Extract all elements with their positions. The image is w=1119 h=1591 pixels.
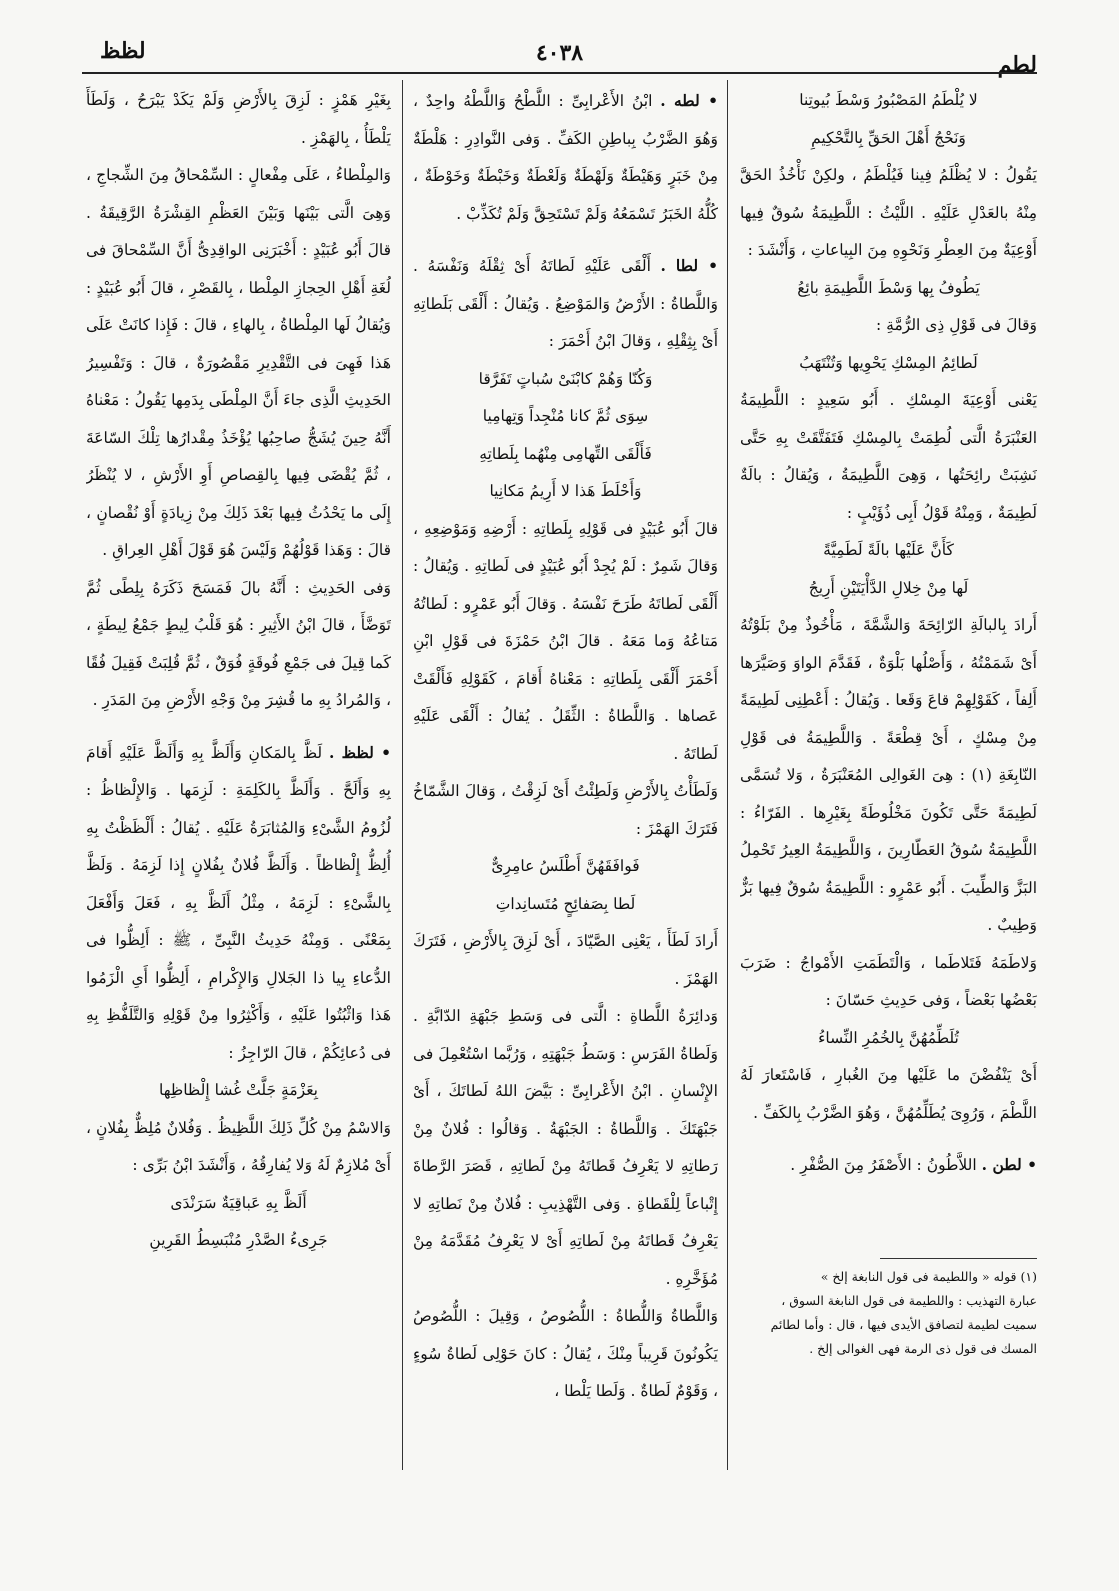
verse-line: وَكُنّا وَهُمْ كابْنَىْ سُباتٍ تَفَرَّقا — [478, 369, 653, 388]
verse-line: وَنَحْجُ أَهْلَ الحَقِّ بِالتَّحْكِيمِ — [811, 128, 966, 147]
entry-text: أَلْقَى عَلَيْهِ لَطاتَهُ أَىْ ثِقْلَهُ وَنَفْسَهُ . وَاللَّطاةُ : الأَرْضُ وَالمَوْضِعُ . وَيُقالُ : أَلْقَى بَلَطاتِهِ أَىْ بِثِقْلِهِ ، وَقالَ ابْنُ أَحْمَرَ : — [413, 257, 718, 350]
footnote-line: المسك فى قول ذى الرمة فهى الغوالى إلخ . — [809, 1341, 1037, 1356]
entry-lata — [413, 247, 718, 361]
verse-line: فَوافَقَهُنَّ أَطْلَسُ عامِرِىٌّ — [491, 857, 640, 875]
verse-line: لَطائِمُ المِسْكِ يَحْوِيها وَتُنْتَهَبُ — [799, 353, 978, 372]
verse-line: جَرِىءُ الصَّدْرِ مُنْبَسِطُ القَرِينِ — [149, 1231, 328, 1249]
header-keyword-right: لطم — [997, 52, 1037, 78]
paragraph: وَالمِلْطاءُ ، عَلَى مِفْعالٍ : السِّمْحاقُ مِنَ الشِّجاجِ ، وَهِىَ الَّتى بَيْنَها وَبَيْنَ العَظْمِ القِشْرَةُ الرَّقِيقَةُ . قالَ أَبُو عُبَيْدٍ : أَخْبَرَنِى الواقِدِىُّ أَنَّ السِّمْحاقَ فى لُغَةِ أَهْلِ الحِجازِ المِلْطا ، بِالقَصْرِ ، قالَ أَبُو عُبَيْدٍ : وَيُقالُ لَها المِلْطاةُ ، بِالهاءِ ، قالَ : فَإِذا كانَتْ عَلَى هَذا فَهِىَ فى التَّقْدِيرِ مَقْصُورَةٌ ، قالَ : وَتَفْسِيرُ الحَدِيثِ الَّذِى جاءَ أَنَّ المِلْطَى بِدَمِها يَقُولُ : مَعْناهُ أَنَّهُ حِينَ يُشَجُّ صاحِبُها يُؤْخَذُ مِقْدارُها تِلْكَ السّاعَةَ ، ثُمَّ يُقْضَى فِيها بِالقِصاصِ أَوِ الأَرْشِ ، لا يُنْظَرُ إِلَى ما يَحْدُثُ فِيها بَعْدَ ذَلِكَ مِنْ زِيادَةٍ أَوْ نُقْصانٍ ، قالَ : وَهَذا قَوْلُهُمْ وَلَيْسَ هُوَ قَوْلَ أَهْلِ العِراقِ . — [86, 166, 391, 559]
verse-line: لَطا بِصَفائِحٍ مُتَسانِداتِ — [495, 894, 636, 913]
paragraph: وَقالَ فى قَوْلِ ذِى الرُّمَّةِ : — [876, 316, 1037, 334]
column-left — [86, 82, 391, 1472]
verse-line: لا يُلْطَمُ المَصْبُورُ وَسْطَ بُيوتِنا — [799, 91, 978, 109]
paragraph: بِغَيْرِ هَمْزٍ : لَزِقَ بِالأَرْضِ وَلَمْ يَكَدْ يَبْرَحُ ، وَلَطَأَ يَلْطَأُ ، بِالهَمْزِ . — [86, 91, 391, 147]
paragraph: وَفى الحَدِيثِ : أَنَّهُ بالَ فَمَسَحَ ذَكَرَهُ بِلِطًى ثُمَّ تَوَضَّأَ ، قالَ ابْنُ الأَثِيرِ : هُوَ قَلْبُ لِيطٍ جَمْعُ لِيطَةٍ ، كَما قِيلَ فى جَمْعِ فُوقَةٍ فُوَقٌ ، ثُمَّ قُلِبَتْ فَقِيلَ فُقًا ، وَالمُرادُ بِهِ ما قُشِرَ مِنْ وَجْهِ الأَرْضِ مِنَ المَدَرِ . — [86, 578, 391, 709]
verse-line: كَأَنَّ عَلَيْها بالَةً لَطَمِيَّةً — [823, 541, 954, 559]
paragraph: أَىْ يَنْفُضْنَ ما عَلَيْها مِنَ الغُبارِ ، فَاسْتَعارَ لَهُ اللَّطْمَ ، وَرُوِىَ يُطَلِّمُهُنَّ ، وَهُوَ الضَّرْبُ بِالكَفِّ . — [740, 1066, 1037, 1122]
entry-text: اللاَّطُونُ : الأَصْفَرُ مِنَ الصُّفْرِ . — [790, 1156, 977, 1174]
page-number: ٤٠٣٨ — [535, 40, 584, 66]
paragraph: أَرادَ لَطَأَ ، يَعْنِى الصَّيّادَ ، أَىْ لَزِقَ بِالأَرْضِ ، فَتَرَكَ الهَمْزَ . — [413, 932, 718, 988]
footnote-line: عبارة التهذيب : واللطيمة فى قول النابغة السوق ، — [781, 1293, 1037, 1308]
paragraph: وَلَطَأْتُ بِالأَرْضِ وَلَطِئْتُ أَىْ لَزِقْتُ ، وَقالَ الشَّمّاخُ فَتَرَكَ الهَمْزَ : — [413, 782, 718, 838]
verse-line: فَأَلْقَى التِّهامِى مِنْهُما بِلَطاتِهِ — [479, 444, 652, 463]
entry-latah — [413, 82, 718, 233]
verse-line: أَلَظَّ بِهِ عَباقِيَةٌ سَرَنْدَى — [170, 1193, 307, 1212]
entry-headword: • لطه . — [660, 91, 718, 110]
entry-text: لَظَّ بِالمَكانِ وَأَلَظَّ بِهِ وَأَلَظَّ عَلَيْهِ أَقامَ بِهِ وَأَلَحَّ . وَأَلَظَّ بِالكَلِمَةِ : لَزِمَها . وَالإِلْظاظُ : لُزُومُ الشَّىْءِ وَالمُثابَرَةُ عَلَيْهِ . يُقالُ : أَلْظَظْتُ بِهِ أُلِظُّ إِلْظاظاً . وَأَلَظَّ فُلانٌ بِفُلانٍ إِذا لَزِمَهُ . وَلَظَّ بِالشَّىْءِ : لَزِمَهُ ، مِثْلُ أَلَظَّ بِهِ ، فَعَلَ وَأَفْعَلَ بِمَعْنًى . وَمِنْهُ حَدِيثُ النَّبِىِّ ، ﷺ : أَلِظُّوا فى الدُّعاءِ بِيا ذا الجَلالِ وَالإِكْرامِ ، أَلِظُّوا أَىِ الْزَمُوا هَذا وَاثْبُتُوا عَلَيْهِ ، وَأَكْثِرُوا مِنْ قَوْلِهِ وَالتَّلَفُّظِ بِهِ فى دُعائِكُمْ ، قالَ الرّاجِزُ : — [86, 743, 391, 1062]
paragraph: وَدائِرَةُ اللَّطاةِ : الَّتى فى وَسَطِ جَبْهَةِ الدّابَّةِ . وَلَطاةُ الفَرَسِ : وَسَطُ جَبْهَتِهِ ، وَرُبَّما اسْتُعْمِلَ فى الإِنْسانِ . ابْنُ الأَعْرابِىِّ : بَيَّضَ اللهُ لَطاتَكَ ، أَىْ جَبْهَتَكَ . وَاللَّطاةُ : الجَبْهَةُ . وَقالُوا : فُلانٌ مِنْ رَطاتِهِ لا يَعْرِفُ قَطاتَهُ مِنْ لَطاتِهِ ، قَصَرَ الرَّطاةَ إِتْباعاً لِلْقَطاةِ . وَفى التَّهْذِيبِ : فُلانٌ مِنْ نَطاتِهِ لا يَعْرِفُ قَطاتَهُ مِنْ لَطاتِهِ أَىْ لا يَعْرِفُ مُقَدَّمَهُ مِنْ مُؤَخَّرِهِ . — [413, 1007, 718, 1288]
entry-headword: • لظظ . — [328, 742, 391, 762]
verse-line: يَطُوفُ بِها وَسْطَ اللَّطِيمَةِ بائِعُ — [797, 278, 980, 297]
paragraph: أَرادَ بِالبالَةِ الرّائِحَةَ وَالشَّمَّةَ ، مَأْخُوذٌ مِنْ بَلَوْتُهُ أَىْ شَمَمْتُهُ ، وَأَصْلُها بَلْوَةٌ ، فَقَدَّمَ الواوَ وَصَيَّرَها أَلِفاً ، كَقَوْلِهِمْ قاعَ وَقَعا . وَيُقالُ : أَعْطِنِى لَطِيمَةً مِنْ مِسْكٍ ، أَىْ قِطْعَةً . وَاللَّطِيمَةُ فى قَوْلِ النّابِغَةِ (١) : هِىَ الغَوالِى المُعَنْبَرَةُ ، وَلا تُسَمَّى لَطِيمَةً حَتَّى تَكُونَ مَخْلُوطَةً بِغَيْرِها . الفَرّاءُ : اللَّطِيمَةُ سُوقُ العَطّارِينَ ، وَاللَّطِيمَةُ العِيرُ تَحْمِلُ البَزَّ وَالطِّيبَ . أَبُو عَمْرٍو : اللَّطِيمَةُ سُوقٌ فِيها بَزٌّ وَطِيبٌ . — [740, 616, 1037, 934]
verse-line: سِوَى ثُمَّ كانا مُنْجِداً وَتِهامِيا — [482, 407, 649, 425]
entry-headword: • لطا . — [660, 256, 718, 275]
paragraph: وَالاسْمُ مِنْ كُلِّ ذَلِكَ اللَّظِيظُ . وَفُلانٌ مُلِظٌّ بِفُلانٍ ، أَىْ مُلازِمٌ لَهُ وَلا يُفارِقُهُ ، وَأَنْشَدَ ابْنُ بَرِّى : — [86, 1118, 391, 1174]
entry-headword: • لطن . — [981, 1155, 1037, 1174]
entry-text: ابْنُ الأَعْرابِىِّ : اللَّطْحُ وَاللَّطْهُ واحِدٌ ، وَهُوَ الضَّرْبُ بِباطِنِ الكَفِّ . وَفى النَّوادِرِ : هَلْطَةٌ مِنْ خَبَرٍ وَهَيْطَةٌ وَلَهْطَةٌ وَلَعْطَةٌ وَخَبْطَةٌ وَخَوْطَةٌ ، كُلُّهُ الخَبَرُ تَسْمَعُهُ وَلَمْ تَسْتَحِقَّ وَلَمْ تُكَذِّبْ . — [413, 92, 718, 223]
paragraph: وَلاطَمَهُ فَتَلاطَما ، وَالْتَطَمَتِ الأَمْواجُ : ضَرَبَ بَعْضُها بَعْضاً ، وَفى حَدِيثِ حَسّانَ : — [740, 953, 1037, 1009]
verse-line: بِعَزْمَةٍ جَلَّتْ غُشا إِلْظاظِها — [159, 1081, 318, 1099]
column-divider-right — [727, 80, 728, 1470]
verse-line: وَأَحْلَطَ هَذا لا أَرِيمُ مَكانِيا — [489, 482, 642, 500]
entry-lazaz — [86, 734, 391, 1073]
entry-lattn — [740, 1146, 1037, 1185]
column-middle — [413, 82, 718, 1472]
header-rule — [82, 72, 1037, 74]
paragraph: قالَ أَبُو عُبَيْدٍ فى قَوْلِهِ بِلَطاتِهِ : أَرْضِهِ وَمَوْضِعِهِ ، وَقالَ شَمِرٌ : لَمْ يُجِدْ أَبُو عُبَيْدٍ فى لَطاتِهِ . وَيُقالُ : أَلْقَى لَطاتَهُ طَرَحَ نَفْسَهُ . وَقالَ أَبُو عَمْرٍو : لَطاتُهُ مَتاعُهُ وَما مَعَهُ . قالَ ابْنُ حَمْزَةَ فى قَوْلِ ابْنِ أَحْمَرَ أَلْقَى بِلَطاتِهِ : مَعْناهُ أَقامَ ، كَقَوْلِهِ فَأَلْقَتْ عَصاها . وَاللَّطاةُ : الثِّقَلُ . يُقالُ : أَلْقَى عَلَيْهِ لَطاتَهُ . — [413, 519, 718, 763]
footnote — [740, 1265, 1037, 1361]
header-keyword-left: لظظ — [100, 38, 146, 64]
footnote-line: سميت لطيمة لتصافق الأيدى فيها ، قال : وأما لطائم — [770, 1317, 1037, 1332]
paragraph: وَاللَّطاةُ وَاللُّطاةُ : اللُّصُوصُ ، وَقِيلَ : اللُّصُوصُ يَكُونُونَ قَرِيباً مِنْكَ ، يُقالُ : كانَ حَوْلِى لَطاةُ سُوءٍ ، وَقَوْمٌ لَطاةٌ . وَلَطا يَلْطا ، — [413, 1307, 718, 1400]
paragraph: يَعْنى أَوْعِيَةَ المِسْكِ . أَبُو سَعِيدٍ : اللَّطِيمَةُ العَنْبَرَةُ الَّتى لُطِمَتْ بِالمِسْكِ فَتَفَتَّقَتْ بِهِ حَتَّى نَشِبَتْ رائِحَتُها ، وَهِىَ اللَّطِيمَةُ ، وَيُقالُ : بالَةٌ لَطِيمَةٌ ، وَمِنْهُ قَوْلُ أَبِى ذُؤَيْبٍ : — [740, 391, 1037, 522]
column-divider-left — [402, 80, 403, 1470]
footnote-line: (١) قوله « واللطيمة فى قول النابغة إلخ » — [820, 1269, 1037, 1284]
verse-line: لَها مِنْ خِلالِ الدَّأْيَتَيْنِ أَرِيجُ — [808, 578, 969, 597]
column-right — [740, 82, 1037, 1242]
footnote-rule — [880, 1258, 1037, 1259]
verse-line: تُلَطِّمُهُنَّ بِالخُمُرِ النِّساءُ — [818, 1028, 959, 1047]
paragraph: يَقُولُ : لا يُظْلَمُ فِينا فَيُلْطَمُ ، ولكِنْ نَأْخُذُ الحَقَّ مِنْهُ بالعَدْلِ عَلَيْهِ . اللَّيْثُ : اللَّطِيمَةُ سُوقٌ فِيها أَوْعِيَةٌ مِنَ العِطْرِ وَنَحْوِهِ مِنَ البِياعاتِ ، وَأَنْشَدَ : — [740, 166, 1037, 259]
